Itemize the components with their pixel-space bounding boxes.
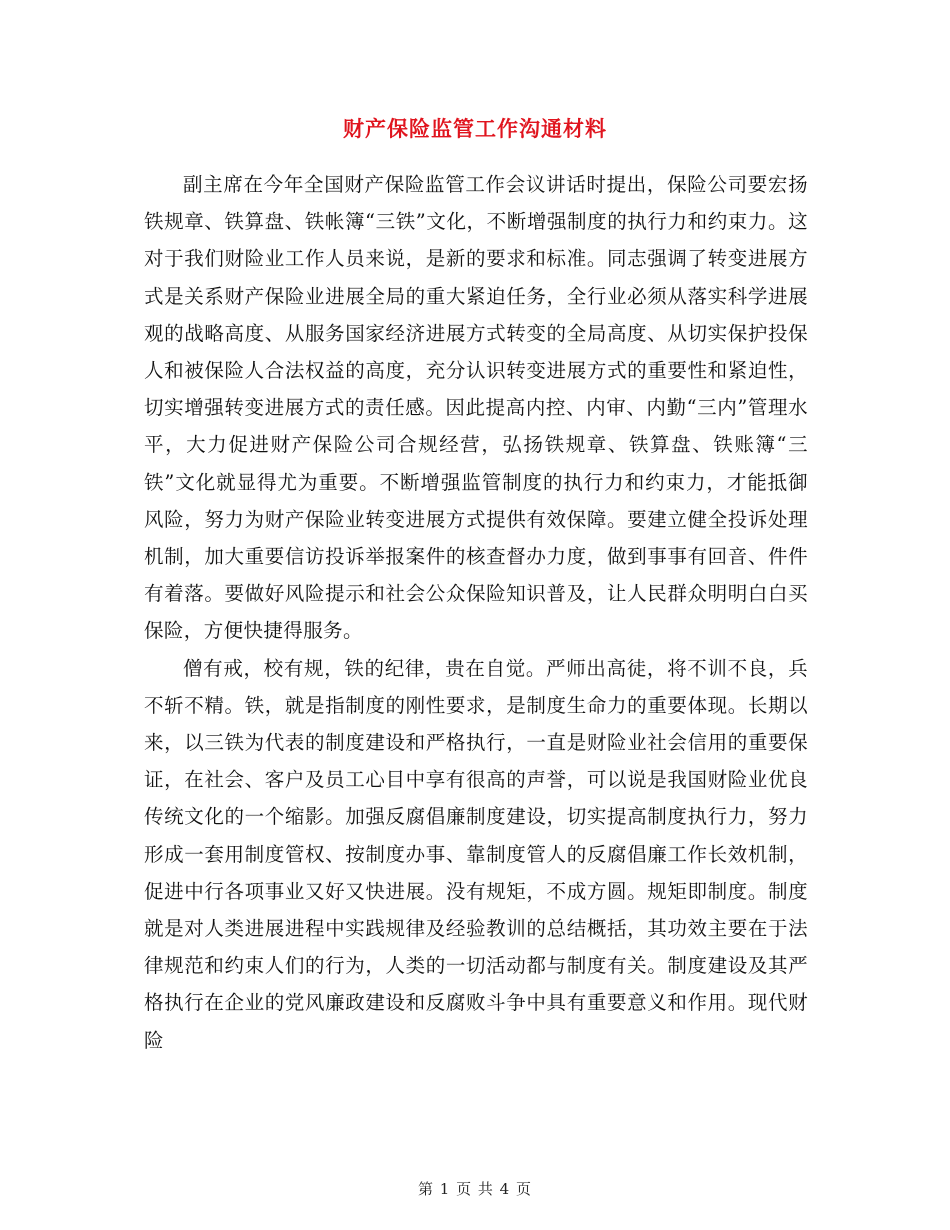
paragraph-1: 副主席在今年全国财产保险监管工作会议讲话时提出，保险公司要宏扬铁规章、铁算盘、铁帐簿“三铁”文化，不断增强制度的执行力和约束力。这对于我们财险业工作人员来说，是新的要求和标准。同志强调了转变进展方式是关系财产保险业进展全局的重大紧迫任务，全行业必须从落实科学进展观的战略高度、从服务国家经济进展方式转变的全局高度、从切实保护投保人和被保险人合法权益的高度，充分认识转变进展方式的重要性和紧迫性，切实增强转变进展方式的责任感。因此提高内控、内审、内勤“三内”管理水平，大力促进财产保险公司合规经营，弘扬铁规章、铁算盘、铁账簿“三铁”文化就显得尤为重要。不断增强监管制度的执行力和约束力，才能抵御风险，努力为财产保险业转变进展方式提供有效保障。要建立健全投诉处理机制，加大重要信访投诉举报案件的核查督办力度，做到事事有回音、件件有着落。要做好风险提示和社会公众保险知识普及，让人民群众明明白白买保险，方便快捷得服务。	[144, 173, 808, 643]
document-title: 财产保险监管工作沟通材料	[343, 116, 607, 141]
page-number-footer: 第 1 页 共 4 页	[418, 1180, 532, 1198]
paragraph-2: 僧有戒，校有规，铁的纪律，贵在自觉。严师出高徒，将不训不良，兵不斩不精。铁，就是指制度的刚性要求，是制度生命力的重要体现。长期以来，以三铁为代表的制度建设和严格执行，一直是财险业社会信用的重要保证，在社会、客户及员工心目中享有很高的声誉，可以说是我国财险业优良传统文化的一个缩影。加强反腐倡廉制度建设，切实提高制度执行力，努力形成一套用制度管权、按制度办事、靠制度管人的反腐倡廉工作长效机制，促进中行各项事业又好又快进展。没有规矩，不成方圆。规矩即制度。制度就是对人类进展进程中实践规律及经验教训的总结概括，其功效主要在于法律规范和约束人们的行为，人类的一切活动都与制度有关。制度建设及其严格执行在企业的党风廉政建设和反腐败斗争中具有重要意义和作用。现代财险	[144, 656, 808, 1052]
document-body	[144, 166, 808, 1059]
